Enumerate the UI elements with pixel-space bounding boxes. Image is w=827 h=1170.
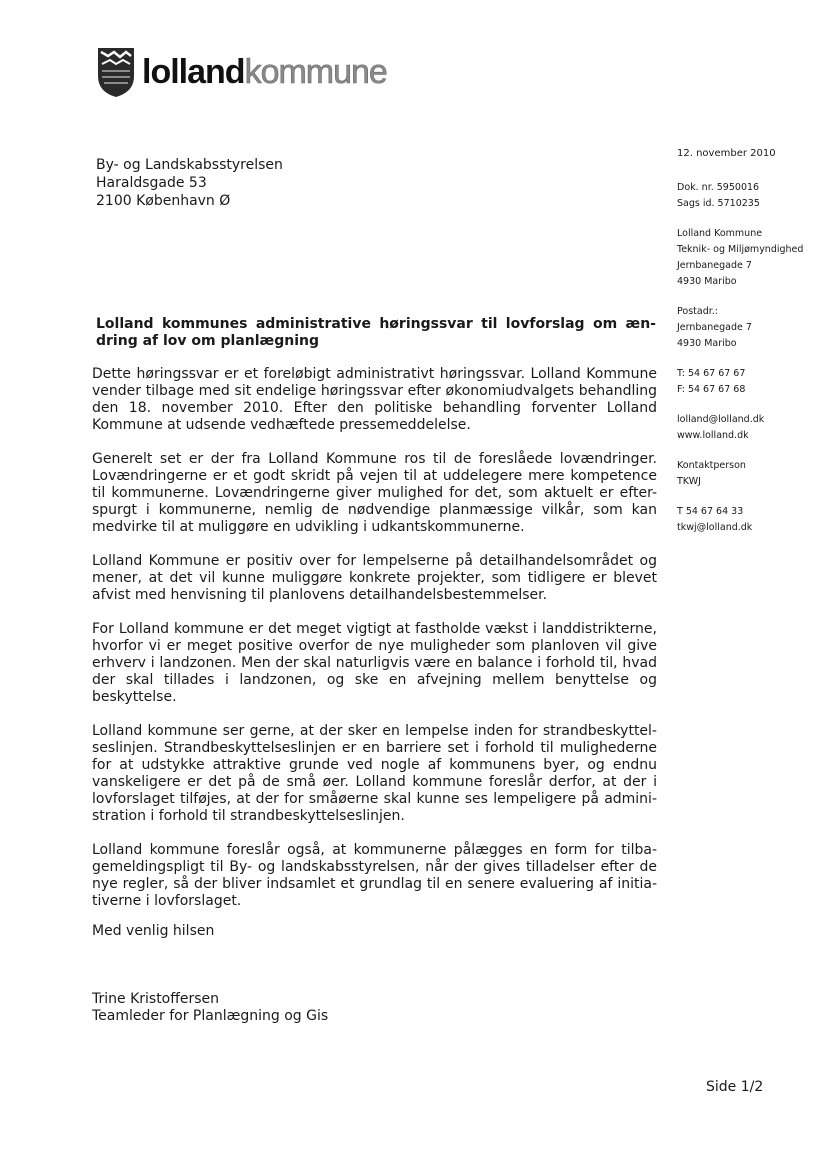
body-paragraph: Lolland kommune ser gerne, at der sker en lempelse inden for strandbeskyttel-seslinjen. Strandbeskyttelseslinjen er en barriere set i forhold til mulighederne for at udstykke attraktive grunde ved nogle af kommunens byer, og endnu vanskeligere er det på de små øer. Lolland kommune foreslår derfor, at der i lovforslaget tilføjes, at der for småøerne skal kunne ses lempeligere på admini-stration i forhold til strandbeskyttelseslinjen. [92,723,657,824]
signature-block [92,991,328,1025]
postal-line: Postadr.: [677,306,718,317]
body-paragraph: For Lolland kommune er det meget vigtigt at fastholde vækst i landdistrikterne, hvorfor vi er meget positive overfor de nye muligheder som planloven vil give erhverv i landzonen. Men der skal naturligvis være en balance i forhold til, hvad der skal tillades i landzonen, og ske en afvejning mellem benyttelse og beskyttelse. [92,621,657,705]
recipient-line: By- og Landskabsstyrelsen [96,157,283,173]
page-number: Side 1/2 [706,1079,764,1095]
sender-line: Jernbanegade 7 [677,260,752,271]
logo-lolland: lolland [142,53,245,91]
contact-label: Kontaktperson [677,460,746,471]
logo-wordmark [142,55,387,89]
signer-role: Teamleder for Planlægning og Gis [92,1008,329,1024]
contact-phone: T 54 67 64 33 [677,506,744,517]
body-paragraph: Generelt set er der fra Lolland Kommune ros til de foreslåede lovændringer. Lovændringerne er et godt skridt på vejen til at uddelegere mere kompetence til kommunerne. Lovændringerne giver mulighed for det, som aktuelt er efter-spurgt i kommunerne, nemlig de nødvendige planmæssige vilkår, som kan medvirke til at muliggøre en udvikling i udkantskommunerne. [92,451,657,535]
closing-salutation: Med venlig hilsen [92,923,215,939]
postal-line: 4930 Maribo [677,338,737,349]
sender-info-column [677,146,822,550]
contact-details [677,504,822,536]
recipient-line: Haraldsgade 53 [96,175,207,191]
body-paragraph: Lolland kommune foreslår også, at kommunerne pålægges en form for tilba-gemeldingspligt til By- og landskabsstyrelsen, når der gives tilladelser efter de nye regler, så der bliver indsamlet et grundlag til en senere evaluering af initia-tiverne i lovforslaget. [92,842,657,909]
sender-line: Teknik- og Miljømyndighed [677,244,804,255]
case-id: Sags id. 5710235 [677,198,760,209]
website-link: www.lolland.dk [677,430,749,441]
fax-line: F: 54 67 67 68 [677,384,746,395]
document-number: Dok. nr. 5950016 [677,182,760,193]
contact-block [677,458,822,490]
phone-line: T: 54 67 67 67 [677,368,746,379]
recipient-line: 2100 København Ø [96,193,231,209]
coat-of-arms-icon [96,46,136,98]
letterhead-logo [96,44,387,100]
letter-title: Lolland kommunes administrative høringssvar til lovforslag om æn-dring af lov om planlægning [96,316,656,349]
postal-line: Jernbanegade 7 [677,322,752,333]
logo-kommune: kommune [244,53,387,91]
web-block [677,412,822,444]
sender-line: 4930 Maribo [677,276,737,287]
body-paragraph: Dette høringssvar er et foreløbigt administrativt høringssvar. Lolland Kommune vender tilbage med sit endelige høringssvar efter økonomiudvalgets behandling den 18. november 2010. Efter den politiske behandling forventer Lolland Kommune at udsende vedhæftede pressemeddelelse. [92,366,657,433]
sender-address [677,226,822,290]
contact-initials: TKWJ [677,476,701,487]
signer-name: Trine Kristoffersen [92,991,220,1007]
contact-email: tkwj@lolland.dk [677,522,753,533]
postal-address [677,304,822,352]
sender-line: Lolland Kommune [677,228,763,239]
email-link: lolland@lolland.dk [677,414,765,425]
phone-block [677,366,822,398]
recipient-address [96,156,283,210]
body-paragraph: Lolland Kommune er positiv over for lempelserne på detailhandelsområdet og mener, at det vil kunne muliggøre konkrete projekter, som tidligere er blevet afvist med henvisning til planlovens detailhandelsbestemmelser. [92,553,657,603]
letter-body [92,366,657,927]
letter-date: 12. november 2010 [677,148,776,159]
